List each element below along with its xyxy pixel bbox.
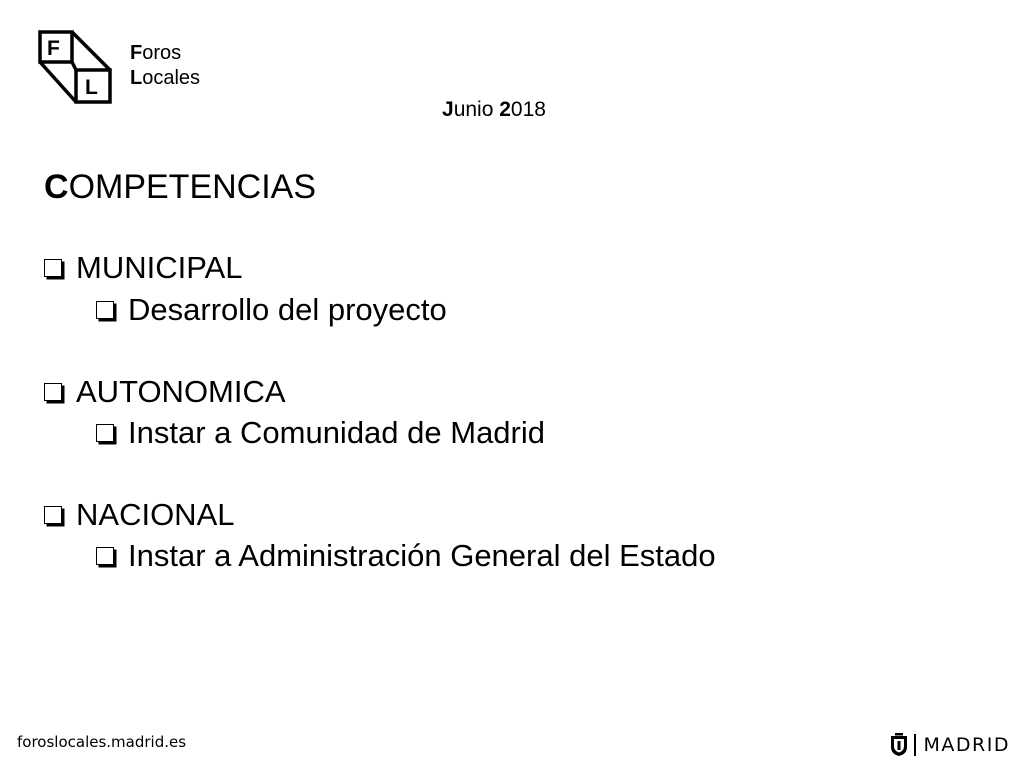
logo-line1-initial: F (130, 42, 143, 64)
foros-locales-cube-icon (38, 30, 112, 104)
date-month-initial: J (442, 98, 454, 121)
logo-line-foros (130, 41, 200, 66)
foros-locales-logo (38, 30, 112, 104)
checkbox-icon (96, 424, 114, 442)
logo-line2-initial: L (130, 67, 143, 89)
checkbox-icon (44, 506, 62, 524)
logo-line1-rest: oros (142, 42, 182, 64)
title-rest: OMPETENCIAS (68, 168, 317, 206)
list-item-municipal (44, 250, 243, 286)
sublist-item-comunidad (96, 415, 545, 451)
checkbox-icon (96, 301, 114, 319)
list-item-label: MUNICIPAL (76, 250, 243, 285)
date-year-initial: 2 (499, 98, 511, 121)
madrid-wordmark: MADRID (923, 734, 1010, 756)
checkbox-icon (44, 383, 62, 401)
footer-url[interactable]: foroslocales.madrid.es (17, 733, 187, 751)
list-item-nacional (44, 497, 234, 533)
list-item-label: AUTONOMICA (76, 374, 286, 409)
slide-title (44, 168, 316, 207)
logo-letter-l: L (85, 76, 98, 99)
madrid-coat-of-arms-icon (890, 733, 908, 757)
checkbox-icon (96, 547, 114, 565)
brand-separator (914, 734, 916, 756)
sublist-item-estado (96, 538, 716, 574)
list-item-autonomica (44, 374, 286, 410)
sublist-item-desarrollo (96, 292, 447, 328)
list-item-label: NACIONAL (76, 497, 235, 532)
slide-date (442, 98, 546, 122)
logo-line2-rest: ocales (142, 67, 201, 89)
madrid-brand (890, 733, 1010, 757)
sublist-item-label: Desarrollo del proyecto (128, 292, 447, 327)
sublist-item-label: Instar a Administración General del Estado (128, 538, 716, 573)
logo-line-locales (130, 66, 200, 91)
logo-wordmark (130, 41, 200, 91)
logo-letter-f: F (47, 37, 60, 60)
date-year-rest: 018 (510, 98, 546, 121)
title-initial: C (44, 168, 69, 206)
date-month-rest: unio (453, 98, 500, 121)
checkbox-icon (44, 259, 62, 277)
sublist-item-label: Instar a Comunidad de Madrid (128, 415, 546, 450)
